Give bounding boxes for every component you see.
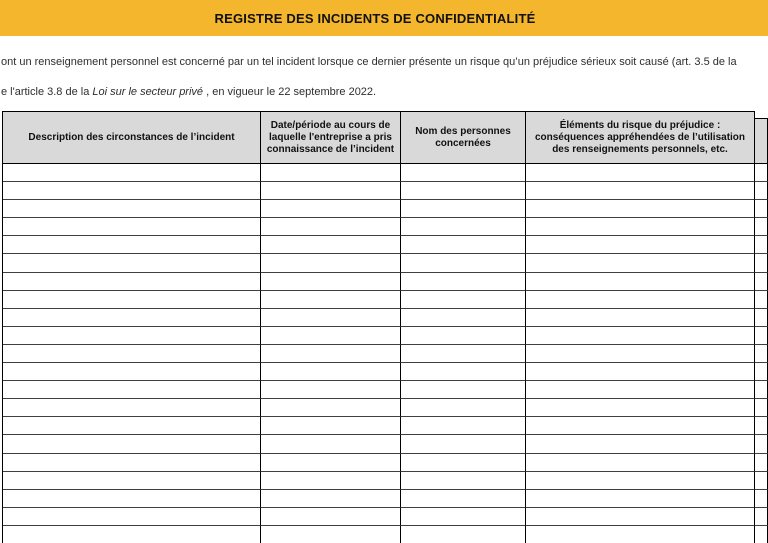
intro-line-2-prefix: e l'article 3.8 de la bbox=[1, 86, 93, 98]
table-cell[interactable] bbox=[755, 254, 768, 272]
table-cell[interactable] bbox=[401, 381, 526, 399]
table-cell[interactable] bbox=[526, 236, 755, 254]
table-cell[interactable] bbox=[526, 182, 755, 200]
table-cell[interactable] bbox=[401, 218, 526, 236]
table-row[interactable] bbox=[3, 309, 768, 327]
column-header-description[interactable]: Description des circonstances de l’incident bbox=[3, 111, 261, 164]
table-cell[interactable] bbox=[3, 327, 261, 345]
table-row[interactable] bbox=[3, 381, 768, 399]
column-header-cutoff[interactable] bbox=[755, 118, 768, 164]
table-cell[interactable] bbox=[755, 236, 768, 254]
table-cell[interactable] bbox=[526, 291, 755, 309]
table-row[interactable] bbox=[3, 526, 768, 543]
table-cell[interactable] bbox=[526, 526, 755, 543]
table-cell[interactable] bbox=[401, 490, 526, 508]
table-cell[interactable] bbox=[755, 435, 768, 453]
table-cell[interactable] bbox=[3, 417, 261, 435]
title-banner bbox=[0, 0, 768, 36]
table-cell[interactable] bbox=[755, 363, 768, 381]
table-cell[interactable] bbox=[755, 381, 768, 399]
table-cell[interactable] bbox=[261, 399, 401, 417]
table-cell[interactable] bbox=[526, 454, 755, 472]
table-cell[interactable] bbox=[401, 435, 526, 453]
table-cell[interactable] bbox=[526, 508, 755, 526]
table-row[interactable] bbox=[3, 327, 768, 345]
table-cell[interactable] bbox=[401, 526, 526, 543]
table-cell[interactable] bbox=[401, 200, 526, 218]
table-cell[interactable] bbox=[526, 381, 755, 399]
table-row[interactable] bbox=[3, 273, 768, 291]
table-cell[interactable] bbox=[3, 218, 261, 236]
page-title: REGISTRE DES INCIDENTS DE CONFIDENTIALITÉ bbox=[214, 10, 536, 26]
table-cell[interactable] bbox=[3, 236, 261, 254]
table-cell[interactable] bbox=[3, 309, 261, 327]
table-cell[interactable] bbox=[526, 472, 755, 490]
table-row[interactable] bbox=[3, 399, 768, 417]
table-cell[interactable] bbox=[3, 345, 261, 363]
table-cell[interactable] bbox=[3, 526, 261, 543]
table-row[interactable] bbox=[3, 363, 768, 381]
table-row[interactable] bbox=[3, 472, 768, 490]
intro-text-line-2 bbox=[1, 85, 768, 99]
table-cell[interactable] bbox=[401, 182, 526, 200]
column-header-nom-personnes[interactable]: Nom des personnes concernées bbox=[401, 111, 526, 164]
table-row[interactable] bbox=[3, 164, 768, 182]
table-cell[interactable] bbox=[3, 399, 261, 417]
table-cell[interactable] bbox=[3, 472, 261, 490]
table-row[interactable] bbox=[3, 200, 768, 218]
table-cell[interactable] bbox=[3, 435, 261, 453]
table-cell[interactable] bbox=[401, 236, 526, 254]
table-cell[interactable] bbox=[526, 345, 755, 363]
table-cell[interactable] bbox=[3, 381, 261, 399]
table-cell[interactable] bbox=[261, 291, 401, 309]
law-name-italic: Loi sur le secteur privé bbox=[92, 86, 204, 98]
table-cell[interactable] bbox=[261, 273, 401, 291]
table-cell[interactable] bbox=[401, 417, 526, 435]
table-cell[interactable] bbox=[3, 291, 261, 309]
table-row[interactable] bbox=[3, 345, 768, 363]
table-cell[interactable] bbox=[3, 490, 261, 508]
table-header-row bbox=[3, 111, 768, 164]
table-cell[interactable] bbox=[755, 345, 768, 363]
table-cell[interactable] bbox=[261, 327, 401, 345]
table-cell[interactable] bbox=[526, 164, 755, 182]
table-cell[interactable] bbox=[261, 454, 401, 472]
incident-register-table bbox=[2, 111, 768, 543]
table-row[interactable] bbox=[3, 182, 768, 200]
table-cell[interactable] bbox=[3, 454, 261, 472]
table-cell[interactable] bbox=[3, 273, 261, 291]
table-cell[interactable] bbox=[526, 417, 755, 435]
table-cell[interactable] bbox=[401, 399, 526, 417]
intro-line-2-suffix: , en vigueur le 22 septembre 2022. bbox=[203, 86, 377, 98]
register-table-body bbox=[3, 164, 768, 543]
table-cell[interactable] bbox=[401, 273, 526, 291]
table-cell[interactable] bbox=[261, 381, 401, 399]
table-cell[interactable] bbox=[261, 526, 401, 543]
table-cell[interactable] bbox=[3, 200, 261, 218]
table-cell[interactable] bbox=[261, 508, 401, 526]
table-cell[interactable] bbox=[401, 309, 526, 327]
table-cell[interactable] bbox=[755, 490, 768, 508]
table-cell[interactable] bbox=[526, 200, 755, 218]
table-cell[interactable] bbox=[526, 490, 755, 508]
table-cell[interactable] bbox=[755, 182, 768, 200]
table-cell[interactable] bbox=[755, 526, 768, 543]
table-cell[interactable] bbox=[261, 182, 401, 200]
column-header-elements-risque[interactable]: Éléments du risque du préjudice : conséquences appréhendées de l’utilisation des renseignements personnels, etc. bbox=[526, 111, 755, 164]
intro-text-line-1: ont un renseignement personnel est concerné par un tel incident lorsque ce dernier présente un risque qu’un préjudice sérieux soit causé (art. 3.5 de la bbox=[1, 56, 737, 68]
table-cell[interactable] bbox=[401, 508, 526, 526]
table-cell[interactable] bbox=[261, 345, 401, 363]
table-cell[interactable] bbox=[3, 363, 261, 381]
table-cell[interactable] bbox=[755, 472, 768, 490]
table-cell[interactable] bbox=[755, 200, 768, 218]
table-cell[interactable] bbox=[3, 508, 261, 526]
table-cell[interactable] bbox=[401, 254, 526, 272]
table-row[interactable] bbox=[3, 218, 768, 236]
column-header-date-periode[interactable]: Date/période au cours de laquelle l'entreprise a pris connaissance de l’incident bbox=[261, 111, 401, 164]
table-cell[interactable] bbox=[755, 164, 768, 182]
table-row[interactable] bbox=[3, 490, 768, 508]
table-cell[interactable] bbox=[755, 327, 768, 345]
table-row[interactable] bbox=[3, 435, 768, 453]
table-cell[interactable] bbox=[526, 363, 755, 381]
table-cell[interactable] bbox=[261, 200, 401, 218]
table-cell[interactable] bbox=[261, 417, 401, 435]
table-row[interactable] bbox=[3, 236, 768, 254]
table-cell[interactable] bbox=[526, 254, 755, 272]
table-cell[interactable] bbox=[755, 454, 768, 472]
table-row[interactable] bbox=[3, 254, 768, 272]
table-cell[interactable] bbox=[261, 164, 401, 182]
table-cell[interactable] bbox=[401, 363, 526, 381]
table-cell[interactable] bbox=[526, 327, 755, 345]
table-cell[interactable] bbox=[401, 454, 526, 472]
table-cell[interactable] bbox=[526, 273, 755, 291]
table-cell[interactable] bbox=[3, 182, 261, 200]
table-cell[interactable] bbox=[261, 490, 401, 508]
table-cell[interactable] bbox=[401, 327, 526, 345]
table-row[interactable] bbox=[3, 454, 768, 472]
table-cell[interactable] bbox=[526, 435, 755, 453]
table-cell[interactable] bbox=[261, 254, 401, 272]
table-cell[interactable] bbox=[755, 273, 768, 291]
table-row[interactable] bbox=[3, 508, 768, 526]
table-cell[interactable] bbox=[755, 417, 768, 435]
table-cell[interactable] bbox=[401, 164, 526, 182]
table-cell[interactable] bbox=[755, 508, 768, 526]
table-cell[interactable] bbox=[401, 472, 526, 490]
table-cell[interactable] bbox=[526, 218, 755, 236]
table-cell[interactable] bbox=[755, 309, 768, 327]
table-cell[interactable] bbox=[526, 309, 755, 327]
table-cell[interactable] bbox=[3, 164, 261, 182]
table-row[interactable] bbox=[3, 291, 768, 309]
table-cell[interactable] bbox=[526, 399, 755, 417]
table-cell[interactable] bbox=[401, 345, 526, 363]
table-cell[interactable] bbox=[261, 309, 401, 327]
table-cell[interactable] bbox=[261, 218, 401, 236]
table-cell[interactable] bbox=[755, 218, 768, 236]
table-cell[interactable] bbox=[261, 236, 401, 254]
table-cell[interactable] bbox=[755, 291, 768, 309]
table-cell[interactable] bbox=[401, 291, 526, 309]
table-row[interactable] bbox=[3, 417, 768, 435]
table-cell[interactable] bbox=[755, 399, 768, 417]
table-cell[interactable] bbox=[3, 254, 261, 272]
table-cell[interactable] bbox=[261, 363, 401, 381]
table-cell[interactable] bbox=[261, 472, 401, 490]
table-cell[interactable] bbox=[261, 435, 401, 453]
